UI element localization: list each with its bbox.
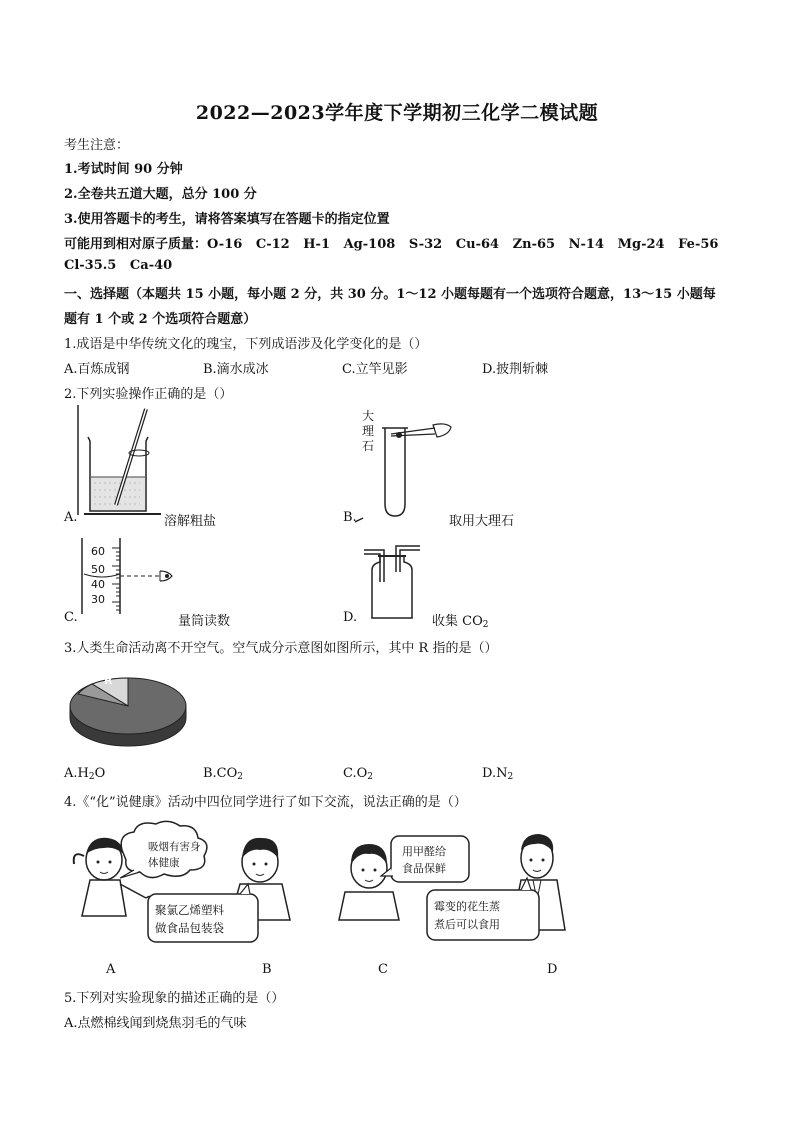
marble-label-char-3: 石	[362, 439, 375, 453]
q3-option-d-sub: 2	[507, 772, 514, 782]
beaker-stirring-figure	[76, 405, 166, 520]
q2-option-c-letter: C.	[64, 610, 78, 625]
q3-option-c-main: C.O	[343, 766, 368, 781]
q4-label-c: C	[378, 962, 388, 977]
pie-label-r: R	[104, 674, 113, 687]
q2-option-a-letter: A.	[64, 510, 78, 525]
q2-option-b-letter: B.	[343, 510, 357, 525]
page-title: 2022—2023学年度下学期初三化学二模试题	[195, 102, 599, 124]
q4-label-b: B	[262, 962, 272, 977]
gas-collection-bottle-figure	[362, 542, 422, 622]
q1-option-a: A.百炼成钢	[64, 362, 130, 377]
q4-label-a: A	[106, 962, 116, 977]
q2-option-a-caption: 溶解粗盐	[164, 514, 217, 529]
q4-label-d: D	[547, 962, 558, 977]
q2-option-d-letter: D.	[343, 610, 358, 625]
marble-label-char-1: 大	[362, 409, 375, 423]
q5-stem: 5.下列对实验现象的描述正确的是（）	[64, 991, 285, 1006]
q4-stem: 4.《“化”说健康》活动中四位同学进行了如下交流，说法正确的是（）	[64, 795, 467, 810]
q3-option-c-sub: 2	[367, 772, 374, 782]
q1-option-b: B.滴水成冰	[203, 362, 269, 377]
bubble-a-line-2: 体健康	[148, 857, 180, 869]
q2-option-d-subscript: 2	[482, 620, 489, 630]
bubble-b-line-1: 聚氯乙烯塑料	[155, 903, 224, 917]
cylinder-tick-50: 50	[91, 563, 105, 576]
q3-option-d	[482, 766, 513, 782]
q3-stem: 3.人类生命活动离不开空气。空气成分示意图如图所示，其中 R 指的是（）	[64, 641, 498, 656]
q3-option-a	[64, 766, 105, 782]
atomic-mass-line-1: 可能用到相对原子质量：O-16 C-12 H-1 Ag-108 S-32 Cu-64 Zn-65 N-14 Mg-24 Fe-56	[64, 237, 719, 252]
q3-option-b-main: B.CO	[203, 766, 238, 781]
atomic-mass-line-2: Cl-35.5 Ca-40	[64, 258, 173, 273]
air-composition-pie	[64, 668, 192, 750]
q2-stem: 2.下列实验操作正确的是（）	[64, 387, 233, 402]
notice-item-2: 2.全卷共五道大题，总分 100 分	[64, 187, 257, 202]
q3-option-b-sub: 2	[237, 772, 244, 782]
notice-item-1: 1.考试时间 90 分钟	[64, 162, 183, 177]
bubble-c-line-1: 用甲醛给	[402, 845, 446, 858]
q3-option-a-sub: 2	[88, 772, 95, 782]
q1-option-c: C.立竿见影	[342, 362, 408, 377]
q2-option-d-caption-text: 收集 CO	[432, 614, 483, 629]
q1-stem: 1.成语是中华传统文化的瑰宝，下列成语涉及化学变化的是（）	[64, 337, 428, 352]
notice-item-3: 3.使用答题卡的考生，请将答案填写在答题卡的指定位置	[64, 212, 390, 227]
cylinder-tick-30: 30	[91, 593, 105, 606]
q3-option-a-tail: O	[94, 766, 106, 781]
cylinder-tick-40: 40	[91, 578, 105, 591]
bubble-d-line-1: 霉变的花生蒸	[434, 900, 500, 913]
bubble-c-line-2: 食品保鲜	[402, 862, 446, 875]
cylinder-tick-labels	[91, 543, 105, 609]
bubble-c-text	[402, 843, 446, 877]
q3-option-c	[343, 766, 373, 782]
q3-option-d-main: D.N	[482, 766, 508, 781]
section-1-line-1: 一、选择题（本题共 15 小题，每小题 2 分，共 30 分。1～12 小题每题有一个选项符合题意，13～15 小题每	[64, 287, 716, 302]
bubble-b-text	[155, 901, 224, 937]
q2-option-d-caption	[432, 610, 488, 630]
q3-option-a-main: A.H	[64, 766, 89, 781]
bubble-a-text	[148, 839, 201, 871]
marble-label-char-2: 理	[362, 424, 375, 438]
q5-option-a: A.点燃棉线闻到烧焦羽毛的气味	[64, 1016, 247, 1031]
section-1-line-2: 题有 1 个或 2 个选项符合题意）	[64, 312, 257, 327]
q1-option-d: D.披荆斩棘	[482, 362, 549, 377]
cylinder-tick-60: 60	[91, 545, 105, 558]
bubble-d-text	[434, 898, 500, 934]
bubble-a-line-1: 吸烟有害身	[148, 841, 201, 853]
q2-option-b-caption: 取用大理石	[449, 514, 515, 529]
notice-heading: 考生注意：	[64, 138, 130, 153]
q3-option-b	[203, 766, 243, 782]
bubble-b-line-2: 做食品包装袋	[155, 921, 224, 935]
q2-option-c-caption: 量筒读数	[178, 614, 231, 629]
bubble-d-line-2: 煮后可以食用	[434, 918, 500, 931]
marble-label	[362, 409, 374, 454]
